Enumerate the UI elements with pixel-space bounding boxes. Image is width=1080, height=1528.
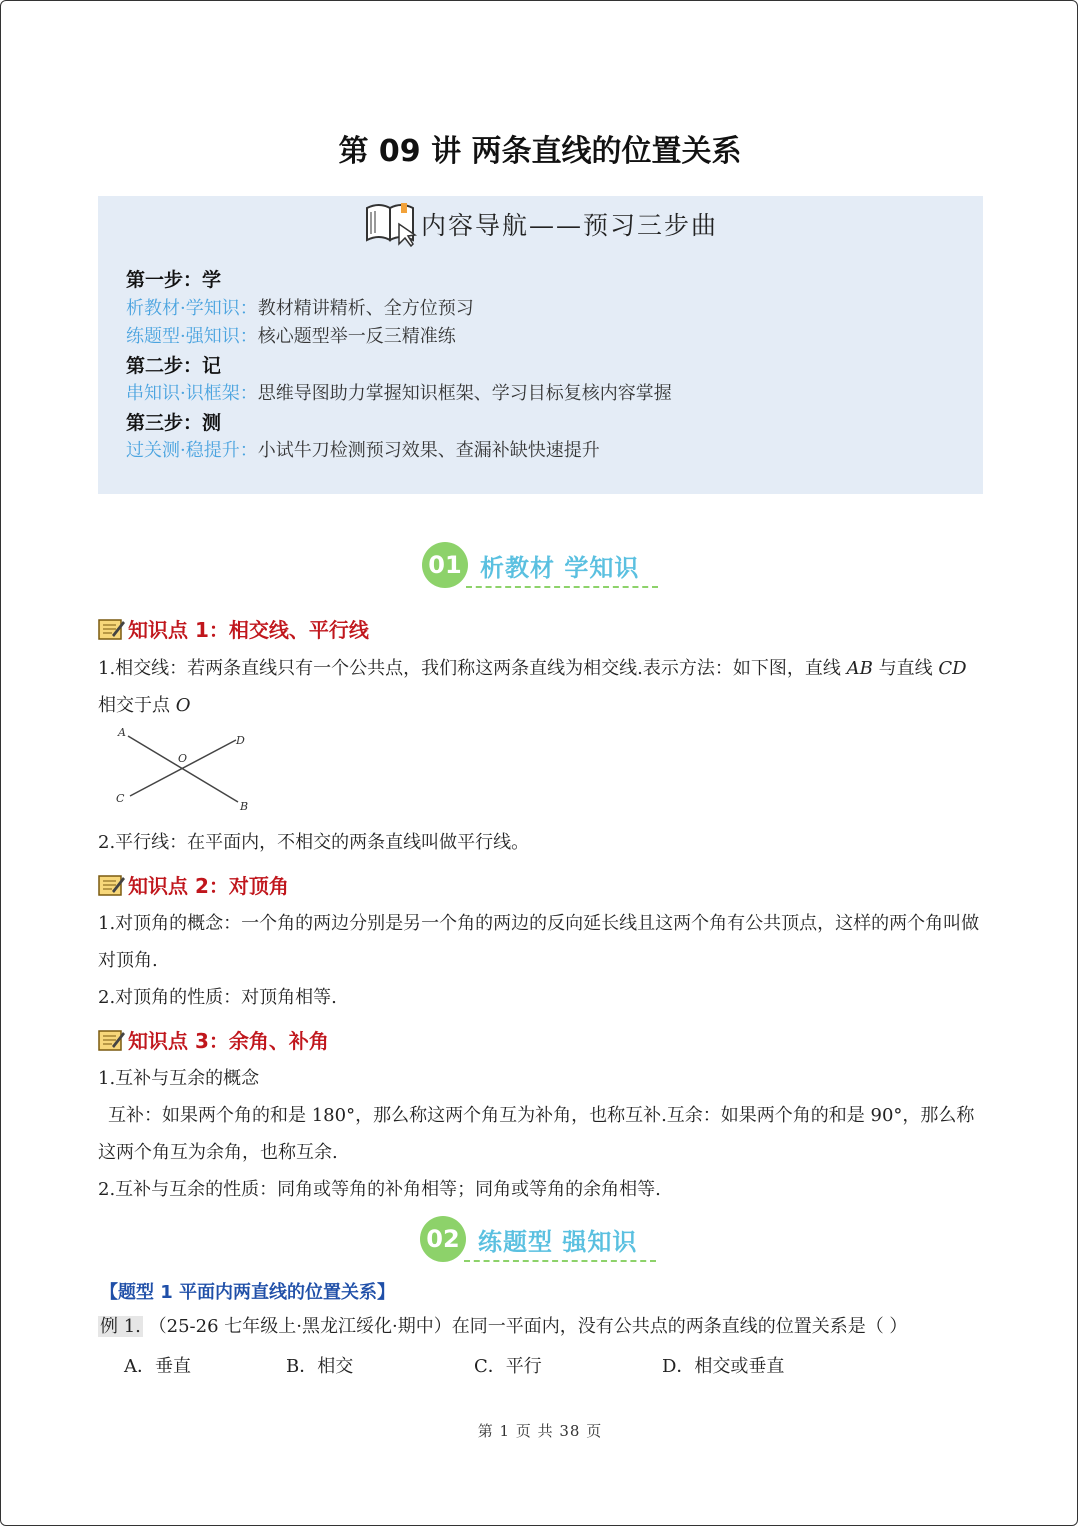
step-3: 第三步：测 <box>126 411 222 434</box>
notebook-pencil-icon <box>98 1028 126 1052</box>
question-type-heading: 【题型 1 平面内两直线的位置关系】 <box>100 1282 396 1303</box>
option-c: C．平行 <box>474 1356 542 1377</box>
section-01-badge <box>422 542 639 588</box>
content-navigation-box <box>98 196 983 494</box>
notebook-pencil-icon <box>98 617 126 641</box>
nav-header <box>98 196 983 252</box>
nav-item-1: 析教材·学知识：教材精讲精析、全方位预习 <box>126 297 474 319</box>
page-footer: 第 1 页 共 38 页 <box>477 1422 603 1440</box>
example-question: （25-26 七年级上·黑龙江绥化·期中）在同一平面内，没有公共点的两条直线的位置关系是（ ） <box>148 1316 908 1337</box>
label-d: D <box>236 734 245 747</box>
label-a: A <box>118 726 126 739</box>
option-d: D．相交或垂直 <box>662 1356 785 1377</box>
option-a: A．垂直 <box>124 1356 191 1377</box>
example-1 <box>98 1312 907 1342</box>
example-label: 例 1. <box>100 1316 141 1337</box>
label-c: C <box>116 792 125 805</box>
kp2-paragraph-1: 1.对顶角的概念：一个角的两边分别是另一个角的两边的反向延长线且这两个角有公共顶点，这样的两个角叫做对顶角. <box>98 913 980 971</box>
kp3-paragraph-2: 互补：如果两个角的和是 180°，那么称这两个角互为补角，也称互补.互余：如果两个角的和是 90°，那么称这两个角互为余角，也称互余. <box>98 1105 975 1163</box>
kp2-paragraph-2: 2.对顶角的性质：对顶角相等. <box>98 987 337 1008</box>
notebook-pencil-icon <box>98 873 126 897</box>
intersecting-lines-figure <box>112 724 262 816</box>
label-b: B <box>240 800 249 813</box>
line-ab <box>128 736 238 802</box>
kp1-paragraph-1: 1.相交线：若两条直线只有一个公共点，我们称这两条直线为相交线.表示方法：如下图，直线 AB 与直线 CD 相交于点 O <box>98 658 967 716</box>
section-number: 02 <box>420 1216 466 1262</box>
option-b: B．相交 <box>286 1356 354 1377</box>
section-01-underline <box>466 586 658 588</box>
nav-title: 内容导航——预习三步曲 <box>420 211 718 240</box>
nav-lines <box>126 266 672 466</box>
nav-item-2: 练题型·强知识：核心题型举一反三精准练 <box>126 326 456 347</box>
nav-item-3: 串知识·识框架：思维导图助力掌握知识框架、学习目标复核内容掌握 <box>126 383 672 404</box>
step-1: 第一步：学 <box>126 269 222 291</box>
kp3-paragraph-1: 1.互补与互余的概念 <box>98 1068 260 1089</box>
knowledge-point-1-heading: 知识点 1：相交线、平行线 <box>98 614 369 643</box>
step-2: 第二步：记 <box>126 354 222 377</box>
book-pointer-icon <box>363 200 419 248</box>
knowledge-point-3-heading: 知识点 3：余角、补角 <box>98 1025 329 1054</box>
label-o: O <box>178 752 188 765</box>
section-title: 析教材 学知识 <box>480 553 640 582</box>
page-title: 第 09 讲 两条直线的位置关系 <box>338 134 742 169</box>
line-cd <box>130 740 236 796</box>
section-number: 01 <box>422 542 468 588</box>
knowledge-point-2-heading: 知识点 2：对顶角 <box>98 870 289 899</box>
section-02-badge <box>420 1216 637 1262</box>
kp3-paragraph-3: 2.互补与互余的性质：同角或等角的补角相等；同角或等角的余角相等. <box>98 1179 661 1200</box>
kp1-paragraph-2: 2.平行线：在平面内，不相交的两条直线叫做平行线。 <box>98 832 530 853</box>
section-02-underline <box>464 1260 656 1262</box>
section-title: 练题型 强知识 <box>478 1227 638 1256</box>
nav-item-4: 过关测·稳提升：小试牛刀检测预习效果、查漏补缺快速提升 <box>126 440 600 461</box>
